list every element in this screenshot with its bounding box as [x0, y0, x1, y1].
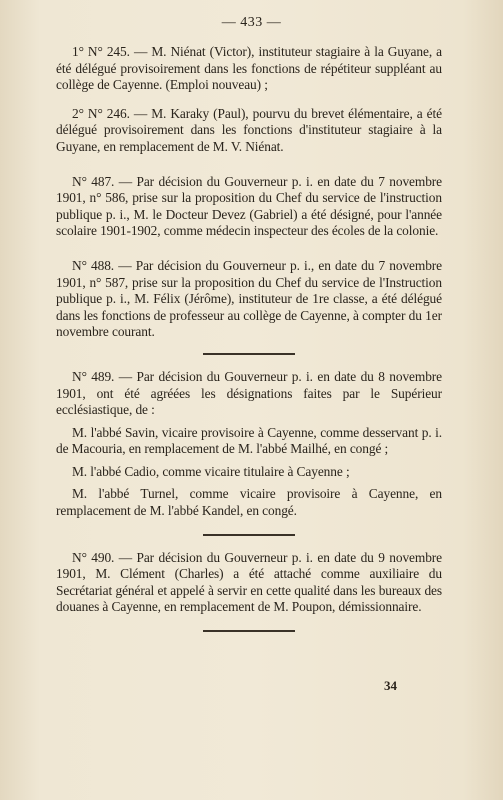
signature-mark: 34: [384, 678, 397, 693]
paragraph-245: 1° N° 245. — M. Niénat (Victor), instituteur stagiaire à la Guyane, a été délégué provisoirement dans les fonctions de répétiteur suppléant au collège de Cayenne. (Emploi nouveau) ;: [56, 44, 442, 93]
section-divider: [203, 630, 295, 632]
paragraph-489: N° 489. — Par décision du Gouverneur p. i. en date du 8 novembre 1901, ont été agréées les désignations faites par le Supérieur ecclésiastique, de :: [56, 368, 442, 418]
paragraph-cadio: M. l'abbé Cadio, comme vicaire titulaire à Cayenne ;: [72, 463, 350, 479]
paragraph-487: N° 487. — Par décision du Gouverneur p. i. en date du 7 novembre 1901, n° 586, prise sur la proposition du Chef du service de l'instruction publique p. i., M. le Docteur Devez (Gabriel) a été désigné, pour l'année scolaire 1901-1902, comme médecin inspecteur des écoles de la colonie.: [56, 173, 442, 239]
section-divider: [203, 353, 295, 355]
page-number: — 433 —: [221, 15, 282, 30]
page-body: [56, 44, 442, 642]
section-divider: [203, 534, 295, 536]
paragraph-turnel: M. l'abbé Turnel, comme vicaire provisoire à Cayenne, en remplacement de M. l'abbé Kandel, en congé.: [56, 486, 442, 519]
paragraph-246: 2° N° 246. — M. Karaky (Paul), pourvu du brevet élémentaire, a été délégué provisoirement dans les fonctions d'instituteur stagiaire à la Guyane, en remplacement de M. V. Niénat.: [56, 105, 442, 154]
paragraph-490: N° 490. — Par décision du Gouverneur p. i. en date du 9 novembre 1901, M. Clément (Charles) a été attaché comme auxiliaire du Secrétariat général et appelé à servir en cette qualité dans les bureaux des douanes à Cayenne, en remplacement de M. Poupon, démissionnaire.: [56, 549, 442, 615]
paragraph-savin: M. l'abbé Savin, vicaire provisoire à Cayenne, comme desservant p. i. de Macouria, en remplacement de M. l'abbé Mailhé, en congé ;: [56, 424, 442, 457]
paragraph-488: N° 488. — Par décision du Gouverneur p. i., en date du 7 novembre 1901, n° 587, prise sur la proposition du Chef du service de l'Instruction publique p. i., M. Félix (Jérôme), instituteur de 1re classe, a été délégué dans les fonctions de professeur au collège de Cayenne, à compter du 1er novembre courant.: [56, 257, 442, 340]
